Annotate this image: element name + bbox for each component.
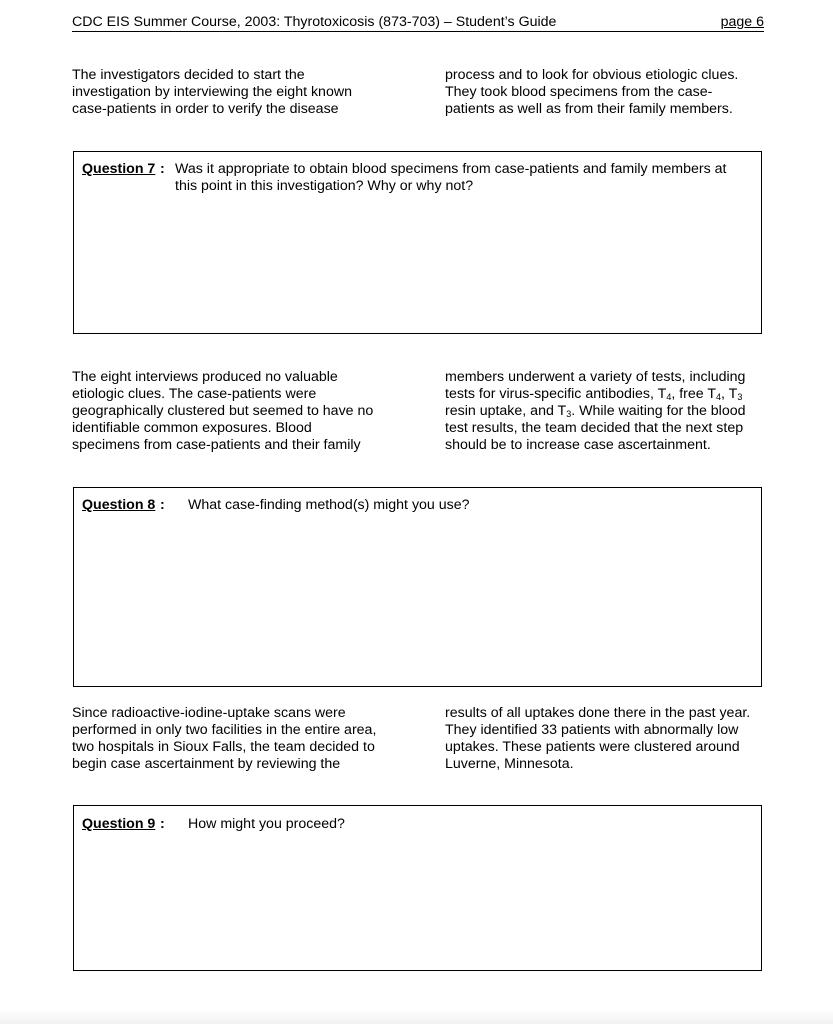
text-line: patients as well as from their family members.: [445, 101, 733, 117]
text-line: uptakes. These patients were clustered around: [445, 739, 740, 755]
question-8-text: What case-finding method(s) might you use?: [188, 497, 470, 513]
text-line: They took blood specimens from the case-: [445, 84, 713, 100]
text-line: specimens from case-patients and their family: [72, 437, 361, 453]
text-line: performed in only two facilities in the entire area,: [72, 722, 377, 738]
question-7-answer-box[interactable]: [73, 151, 762, 334]
text-line: Luverne, Minnesota.: [445, 756, 574, 772]
text-line: process and to look for obvious etiologic clues.: [445, 67, 739, 83]
question-7-label: Question 7: [82, 161, 156, 177]
text-line: investigation by interviewing the eight known: [72, 84, 352, 100]
text-line: should be to increase case ascertainment.: [445, 437, 711, 453]
text-line: They identified 33 patients with abnormally low: [445, 722, 739, 738]
text-line: identifiable common exposures. Blood: [72, 420, 312, 436]
text-line: Since radioactive-iodine-uptake scans were: [72, 705, 346, 721]
text-line: test results, the team decided that the next step: [445, 420, 744, 436]
text-line: members underwent a variety of tests, including: [445, 369, 746, 385]
page-bottom-edge: [0, 1010, 833, 1024]
text-line: results of all uptakes done there in the past year.: [445, 705, 751, 721]
section2-right-column: [445, 369, 765, 454]
text-line: The investigators decided to start the: [72, 67, 305, 83]
question-7-text-line: Was it appropriate to obtain blood specimens from case-patients and family members at: [175, 161, 727, 177]
page-header: [72, 13, 764, 32]
document-title: CDC EIS Summer Course, 2003: Thyrotoxicosis (873-703) – Student’s Guide: [72, 14, 557, 30]
text-line: two hospitals in Sioux Falls, the team decided to: [72, 739, 375, 755]
section1-right-column: [445, 67, 765, 118]
text-line: etiologic clues. The case-patients were: [72, 386, 317, 402]
question-8-colon: :: [160, 497, 165, 513]
text-line: tests for virus-specific antibodies, $T_4$, free $T_4$, $T_3$: [445, 386, 743, 402]
text-line: geographically clustered but seemed to have no: [72, 403, 374, 419]
question-7-colon: :: [160, 161, 165, 177]
text-line: case-patients in order to verify the disease: [72, 101, 339, 117]
question-9-colon: :: [160, 816, 165, 832]
question-9-answer-box[interactable]: [73, 805, 762, 971]
question-8-answer-box[interactable]: [73, 487, 762, 687]
text-line: The eight interviews produced no valuable: [72, 369, 338, 385]
question-9-text: How might you proceed?: [188, 816, 345, 832]
section2-left-column: [72, 369, 392, 454]
question-7-text-line: this point in this investigation? Why or why not?: [175, 178, 474, 194]
question-8-label: Question 8: [82, 497, 156, 513]
section3-left-column: [72, 705, 392, 773]
section3-right-column: [445, 705, 765, 773]
text-line: resin uptake, and $T_3$. While waiting for the blood: [445, 403, 746, 419]
question-9-label: Question 9: [82, 816, 156, 832]
page-number: page 6: [720, 14, 764, 30]
section1-left-column: [72, 67, 392, 118]
text-line: begin case ascertainment by reviewing the: [72, 756, 341, 772]
